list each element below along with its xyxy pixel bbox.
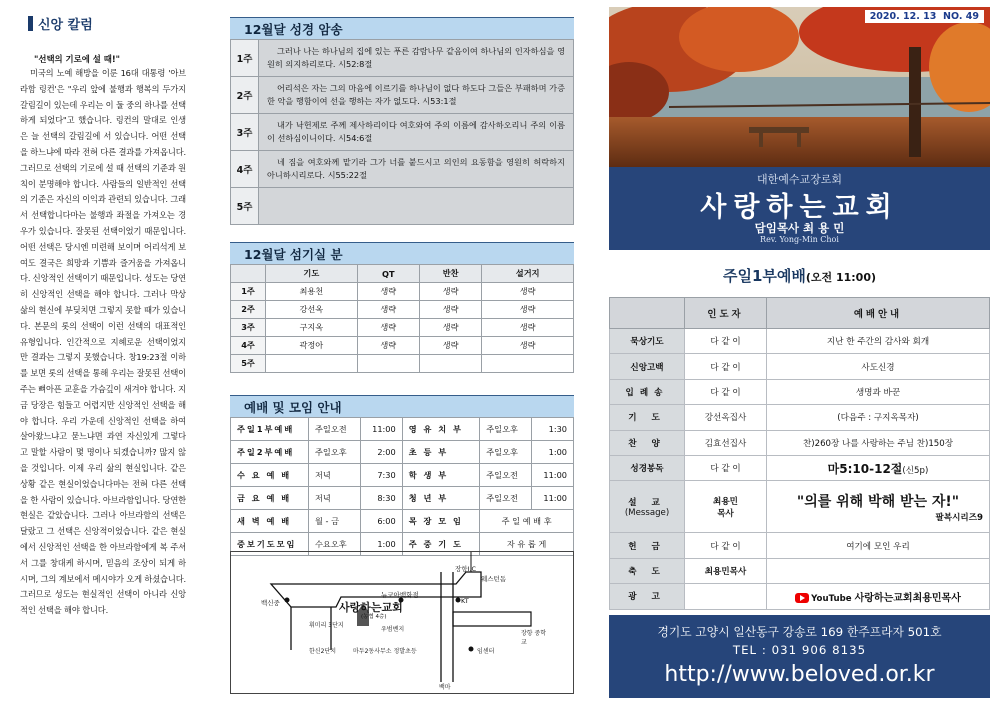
- worship-order-table: [609, 297, 990, 610]
- service-title: [609, 265, 990, 286]
- duty-column-header: 반찬: [419, 265, 481, 283]
- order-info-text: 생명과 바꾼: [855, 387, 901, 398]
- info-header: 예배안내: [767, 298, 990, 329]
- meeting-time: 6:00: [360, 510, 402, 533]
- sermon-title: "의를 위해 박해 받는 자!": [796, 493, 960, 510]
- meeting-time: 11:00: [531, 464, 573, 487]
- map-label-janghang: 장항 중학교: [521, 630, 547, 646]
- week-label: 1주: [231, 40, 259, 77]
- meeting-time: 월 - 금: [309, 510, 361, 533]
- meeting-name: 수 요 예 배: [231, 464, 309, 487]
- duty-cell: [482, 355, 574, 373]
- order-leader: [685, 405, 767, 430]
- duty-cell: 생략: [419, 301, 481, 319]
- duty-cell: 생략: [357, 301, 419, 319]
- order-role: [610, 584, 685, 609]
- church-name: 사랑하는교회: [700, 192, 899, 223]
- memory-title: 12월달 성경 암송: [244, 21, 343, 37]
- order-header-row: [610, 298, 990, 329]
- duty-cell: 생략: [357, 319, 419, 337]
- order-info: [767, 379, 990, 404]
- meeting-time: 수요오후: [309, 533, 361, 556]
- order-role-label: 기 도: [628, 413, 666, 424]
- duty-cell: 생략: [419, 337, 481, 355]
- duty-cell: 생략: [357, 337, 419, 355]
- duty-column-header: 설거지: [482, 265, 574, 283]
- duty-row: [231, 283, 574, 301]
- meeting-time: 주일오후: [480, 441, 532, 464]
- duty-cell: 생략: [482, 337, 574, 355]
- meeting-header: [230, 395, 574, 417]
- meeting-name: 목 장 모 임: [402, 510, 480, 533]
- order-leader: [685, 379, 767, 404]
- order-leader: [685, 533, 767, 558]
- middle-panel: [214, 0, 600, 707]
- order-role: [610, 481, 685, 533]
- order-leader: [685, 481, 767, 533]
- meeting-name: 새 벽 예 배: [231, 510, 309, 533]
- order-row: [610, 379, 990, 404]
- duty-row: [231, 319, 574, 337]
- order-leader-title: 목사: [717, 508, 734, 519]
- issue-date: [865, 10, 984, 23]
- order-role: [610, 354, 685, 379]
- order-info: [767, 354, 990, 379]
- order-leader: [685, 329, 767, 354]
- youtube-icon[interactable]: [795, 593, 809, 603]
- order-role: [610, 455, 685, 480]
- map-label-woori: 우범벤지: [381, 626, 405, 633]
- order-info-text: 찬)260장 나를 사랑하는 주님 찬)150장: [802, 438, 954, 449]
- map-drawing: [231, 552, 573, 693]
- meeting-section: [230, 395, 574, 556]
- duty-cell: 강선옥: [266, 301, 358, 319]
- meeting-time: 8:30: [360, 487, 402, 510]
- order-info-text: 사도신경: [861, 362, 895, 373]
- duty-cell: [419, 355, 481, 373]
- scripture-ref: 마5:10-12절: [827, 461, 903, 476]
- duty-table: [230, 264, 574, 373]
- title-marker: [28, 16, 33, 31]
- column-title-text: 신앙 칼럼: [38, 18, 93, 33]
- meeting-time: 주일오후: [480, 418, 532, 441]
- meeting-time: 주 일 예 배 후: [480, 510, 574, 533]
- meeting-row: [231, 464, 574, 487]
- memory-row: [231, 188, 574, 225]
- duty-title: 12월달 섬기실 분: [244, 246, 343, 262]
- right-panel: [600, 0, 1000, 707]
- issue-number: NO. 49: [943, 11, 979, 22]
- order-info-text: 여기에 모인 우리: [846, 541, 910, 552]
- memory-row: [231, 151, 574, 188]
- duty-section: [230, 242, 574, 373]
- duty-cell: 생략: [482, 283, 574, 301]
- order-leader-name: 김효선집사: [704, 438, 747, 449]
- order-role: [610, 558, 685, 583]
- denomination: 대한예수교장로회: [756, 173, 842, 186]
- meeting-name: 중보기도모임: [231, 533, 309, 556]
- order-info: [767, 405, 990, 430]
- order-role-label: 입례송: [625, 387, 669, 398]
- meeting-title: 예배 및 모임 안내: [244, 399, 342, 415]
- week-label: 2주: [231, 77, 259, 114]
- order-role-sub: (Message): [624, 507, 670, 518]
- autumn-lake-image: [609, 7, 990, 167]
- duty-header: [230, 242, 574, 264]
- order-role-label: 신앙고백: [630, 362, 664, 373]
- cover-photo: [609, 7, 990, 167]
- duty-row: [231, 301, 574, 319]
- duty-cell: 생략: [482, 319, 574, 337]
- duty-column-header: 기도: [266, 265, 358, 283]
- meeting-name: 주일2부예배: [231, 441, 309, 464]
- duty-cell: [357, 355, 419, 373]
- duty-cell: 최용천: [266, 283, 358, 301]
- order-role: [610, 430, 685, 455]
- meeting-name: 금 요 예 배: [231, 487, 309, 510]
- meeting-time: 1:00: [531, 441, 573, 464]
- order-row: [610, 329, 990, 354]
- duty-column-header: [231, 265, 266, 283]
- order-role-label: 찬 양: [628, 438, 666, 449]
- memory-row: [231, 114, 574, 151]
- scripture-page: (신5p): [902, 465, 929, 476]
- order-leader-name: 다 같 이: [710, 337, 741, 348]
- order-leader-name: 다 같 이: [710, 541, 741, 552]
- duty-row: [231, 355, 574, 373]
- order-info: [767, 481, 990, 533]
- order-role: [610, 533, 685, 558]
- duty-cell: 구지옥: [266, 319, 358, 337]
- order-role-label: 헌 금: [628, 541, 666, 552]
- order-leader: [685, 430, 767, 455]
- week-label: 5주: [231, 355, 266, 373]
- order-row: [610, 354, 990, 379]
- order-row: [610, 430, 990, 455]
- order-info: [767, 329, 990, 354]
- duty-cell: 생략: [419, 283, 481, 301]
- memory-verse: 그러나 나는 하나님의 집에 있는 푸른 감람나무 같음이여 하나님의 인자하심을 영원히 의지하리로다. 시52:8절: [259, 40, 574, 77]
- meeting-row: [231, 487, 574, 510]
- map-label-baekma: 백마: [439, 684, 451, 691]
- order-role-label: 성경봉독: [630, 464, 664, 475]
- memory-section: [230, 17, 574, 225]
- memory-table: [230, 39, 574, 225]
- telephone: TEL : 031 906 8135: [732, 643, 867, 657]
- service-name: 주일1부예배: [722, 267, 806, 285]
- memory-header: [230, 17, 574, 39]
- week-label: 5주: [231, 188, 259, 225]
- week-label: 3주: [231, 319, 266, 337]
- week-label: 2주: [231, 301, 266, 319]
- sermon-series: 팔복시리즈9: [935, 512, 983, 523]
- meeting-table: [230, 417, 574, 556]
- meeting-name: 영 유 치 부: [402, 418, 480, 441]
- order-blank-header: [610, 298, 685, 329]
- order-row: [610, 558, 990, 583]
- duty-cell: 생략: [419, 319, 481, 337]
- duty-row: [231, 337, 574, 355]
- map-label-baeksin: 백신중: [261, 599, 280, 607]
- order-leader: [685, 455, 767, 480]
- order-role-label: 축 도: [628, 566, 666, 577]
- footer-contact: [609, 615, 990, 698]
- map-label-nuko: 뉴코아백화점: [381, 591, 419, 599]
- meeting-time: 저녁: [309, 464, 361, 487]
- meeting-name: 주일1부예배: [231, 418, 309, 441]
- meeting-time: 11:00: [360, 418, 402, 441]
- memory-verse: 어리석은 자는 그의 마음에 이르기를 하나님이 없다 하도다 그들은 부패하며 가증한 악을 행함이여 선을 행하는 자가 없도다. 시53:1절: [259, 77, 574, 114]
- map-label-hwimaeul: 휘미리 3단지: [309, 622, 344, 629]
- memory-row: [231, 40, 574, 77]
- memory-verse: [259, 188, 574, 225]
- column-panel: [0, 0, 214, 707]
- order-role: [610, 329, 685, 354]
- meeting-name: 주 중 기 도: [402, 533, 480, 556]
- duty-cell: 생략: [482, 301, 574, 319]
- order-info: [767, 558, 990, 583]
- meeting-time: 저녁: [309, 487, 361, 510]
- meeting-time: 1:30: [531, 418, 573, 441]
- map-label-maduro: 마두2동사무소 정발초등: [353, 648, 417, 655]
- order-role-label: 광 고: [628, 592, 666, 603]
- order-leader: [685, 584, 767, 609]
- meeting-time: 7:30: [360, 464, 402, 487]
- order-info-text: 지난 한 주간의 감사와 회개: [826, 337, 930, 348]
- meeting-time: 1:00: [360, 533, 402, 556]
- order-info: [767, 430, 990, 455]
- week-label: 4주: [231, 337, 266, 355]
- order-row: [610, 405, 990, 430]
- week-label: 4주: [231, 151, 259, 188]
- memory-row: [231, 77, 574, 114]
- meeting-time: 11:00: [531, 487, 573, 510]
- date-text: 2020. 12. 13: [869, 11, 937, 22]
- map-label-kt: KT: [461, 597, 469, 605]
- order-role: [610, 379, 685, 404]
- leader-header: 인도자: [685, 298, 767, 329]
- pastor-name-en: Rev. Yong-Min Choi: [760, 235, 839, 244]
- order-leader: [685, 558, 767, 583]
- column-subtitle: "선택의 기로에 설 때!": [34, 54, 121, 64]
- order-row: [610, 455, 990, 480]
- meeting-time: 자 유 롭 게: [480, 533, 574, 556]
- map-label-church-sub: (농협 4층): [361, 614, 387, 620]
- youtube-label[interactable]: YouTube: [811, 593, 852, 604]
- order-row: [610, 481, 990, 533]
- map-label-imsenter: 임센터: [477, 648, 495, 655]
- order-role-label: 묵상기도: [630, 337, 664, 348]
- meeting-name: 초 등 부: [402, 441, 480, 464]
- meeting-row: [231, 441, 574, 464]
- church-banner: [609, 167, 990, 250]
- service-time: (오전 11:00): [805, 271, 877, 284]
- order-row: [610, 533, 990, 558]
- order-leader-name: 다 같 이: [710, 464, 741, 475]
- order-leader-name: 다 같 이: [710, 387, 741, 398]
- order-leader-name: 강선옥집사: [704, 413, 747, 424]
- order-role: [610, 405, 685, 430]
- meeting-time: 주일오전: [480, 464, 532, 487]
- duty-header-row: [231, 265, 574, 283]
- order-info: [767, 455, 990, 480]
- memory-verse: 내가 낙헌제로 주께 제사하리이다 여호와여 주의 이름에 감사하오리니 주의 이름이 선하심이니이다. 시54:6절: [259, 114, 574, 151]
- order-role-label: 설 교: [628, 497, 666, 508]
- order-info-text: (다음주 : 구지옥목자): [837, 413, 919, 424]
- column-title: [28, 14, 93, 33]
- pastor-name: 담임목사 최 용 민: [754, 221, 845, 235]
- map-label-hansin: 한신2단지: [309, 648, 337, 655]
- week-label: 3주: [231, 114, 259, 151]
- duty-cell: 생략: [357, 283, 419, 301]
- duty-cell: [266, 355, 358, 373]
- meeting-row: [231, 418, 574, 441]
- order-leader: [685, 354, 767, 379]
- order-leader-name: 다 같 이: [710, 362, 741, 373]
- map-label-church: 사랑하는교회: [339, 601, 403, 614]
- youtube-channel[interactable]: 사랑하는교회최용민목사: [854, 592, 961, 604]
- address: 경기도 고양시 일산동구 강송로 169 한주프라자 501호: [657, 625, 942, 639]
- duty-column-header: QT: [357, 265, 419, 283]
- map-label-westerdom: 웨스턴돔: [481, 575, 507, 583]
- meeting-time: 주일오전: [480, 487, 532, 510]
- week-label: 1주: [231, 283, 266, 301]
- memory-verse: 네 짐을 여호와께 맡기라 그가 너를 붙드시고 의인의 요동함을 영원히 허락하지 아니하시리로다. 시55:22절: [259, 151, 574, 188]
- order-leader-name: 최용민목사: [704, 566, 747, 577]
- order-row: [610, 584, 990, 609]
- meeting-row: [231, 510, 574, 533]
- meeting-time: 주일오후: [309, 441, 361, 464]
- duty-cell: 곽정아: [266, 337, 358, 355]
- meeting-time: 주일오전: [309, 418, 361, 441]
- meeting-name: 학 생 부: [402, 464, 480, 487]
- column-body: 미국의 노예 해방을 이룬 16대 대통령 '아브라함 링컨'은 "우리 앞에 불행과 행복의 두가지 갈림길이 있는데 우리는 이 둘 중의 하나를 선택하게 되었다"고 했습니다. 링컨의 말대로 인생은 늘 선택의 갈림길에 서 있습니다. 어떤 선택을 하느냐에 따라 전혀 다른 결과를 가져옵니다. 그러므로 선택의 기로에 설 때 선택의 기준과 원칙이 분명해야 합니다. 사람들의 일반적인 선택의 기준은 자신의 이익과 관련되 있습니다. 그래서 선택합니다마는 불행과 좌절을 가져오는 경우가 있습니다. 잘못된 선택이었기 때문입니다. 어떤 선택은 당시엔 미련해 보이며 어리석게 보여도 결국은 희망과 기쁨과 즐거움을 가져옵니다. 신앙적인 선택이기 때문입니다. 성도는 당연히 신앙적인 선택을 해야 합니다. 그러나 막상 삶의 현신에 부딪치면 그렇지 못할 때가 있습니다. 본문의 롯의 선택이 이런 선택의 대표적인 유형입니다. 인간적으로 지혜로운 선택이었지만 결과는 그렇지 못했습니다. 창19:23절 이하를 보면 롯의 선택을 통해 우리는 잘못된 선택이 주는 뼈아픈 교훈을 가슴깊이 새겨야 합니다. 지금 당장은 힘들고 어렵지만 신앙적인 선택을 해야 합니다. 우리 가운데 신앙적인 선택을 하여 살아왔느냐고 묻느냐면 과연 자신있게 그렇다고 말할 사람이 몇 명이나 되겠습니까? 많지 않을 것입니다. 이제 우리 삶의 현실입니다. 같은 상황 같은 현실이었습니다마는 전혀 다른 선택을 한 사람이 있습니다. 아브라함입니다. 당연한 현실은 같았습니다. 그러나 아브라함의 선택은 달랐고 그 선택은 신앙적이었습니다. 같은 현실에서 신앙적인 선택을 한 아브라함에게 복 주셔서 그를 창대케 하시며, 믿음의 조상이 되게 하시며, 그의 계보에서 메시야가 오게 하셨습니다. 그러므로 성도는 현실적인 선택이 아니라 신앙적인 선택을 해야 합니다.: [20, 68, 186, 616]
- website-link[interactable]: http://www.beloved.or.kr: [664, 662, 935, 687]
- meeting-time: 2:00: [360, 441, 402, 464]
- location-map: [230, 551, 574, 694]
- order-leader-name: 최용민: [713, 496, 738, 507]
- meeting-name: 청 년 부: [402, 487, 480, 510]
- order-info: [767, 584, 990, 609]
- map-label-ic: 장항I.C: [455, 565, 477, 573]
- order-info: [767, 533, 990, 558]
